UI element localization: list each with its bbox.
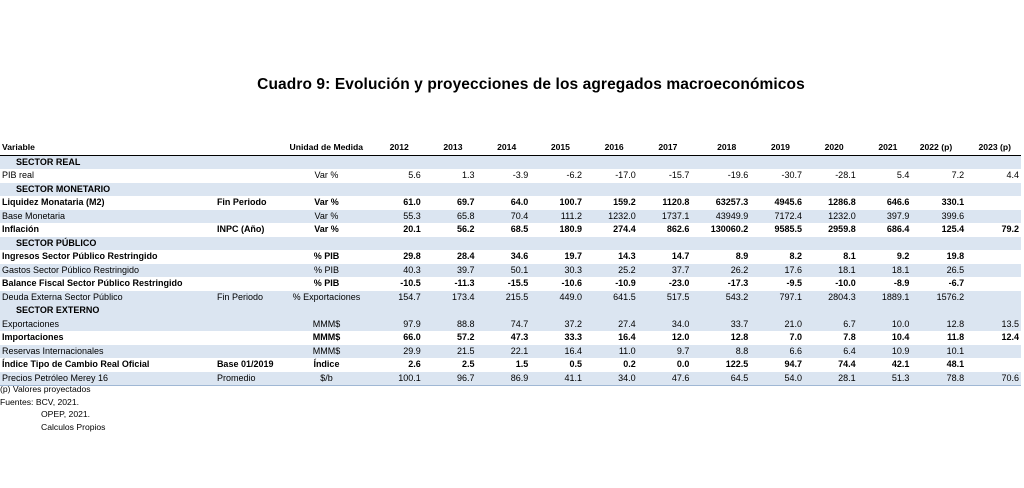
- value-cell: 30.3: [530, 264, 584, 278]
- header-year: 2020: [804, 141, 858, 155]
- section-title: SECTOR REAL: [0, 155, 1021, 169]
- value-cell: 797.1: [750, 291, 804, 305]
- value-cell: 65.8: [423, 210, 477, 224]
- row-period: [215, 169, 282, 183]
- value-cell: 5.6: [408, 170, 421, 180]
- value-cell: 78.8: [911, 372, 966, 386]
- value-cell: 16.4: [618, 332, 636, 342]
- row-measure: % PIB: [282, 264, 371, 278]
- value-cell: 6.7: [804, 318, 858, 332]
- row-measure: Índice: [313, 359, 340, 369]
- value-cell: 50.1: [477, 264, 531, 278]
- value-cell: 100.7: [559, 197, 582, 207]
- table-row: [0, 169, 1021, 183]
- value-cell: 215.5: [477, 291, 531, 305]
- value-cell: [966, 345, 1021, 359]
- value-cell: 64.0: [510, 197, 529, 207]
- value-cell: 29.9: [371, 345, 423, 359]
- row-measure: Var %: [314, 170, 339, 180]
- row-label: Importaciones: [2, 332, 64, 342]
- value-cell: 47.6: [638, 372, 692, 386]
- value-cell: 39.7: [423, 264, 477, 278]
- header-year: 2023 (p): [966, 141, 1021, 155]
- value-cell: 94.7: [784, 359, 802, 369]
- value-cell: 10.9: [858, 345, 912, 359]
- value-cell: 34.0: [638, 318, 692, 332]
- value-cell: -17.0: [615, 170, 636, 180]
- header-year: 2018: [691, 141, 750, 155]
- value-cell: 1232.0: [804, 210, 858, 224]
- value-cell: 7.2: [951, 170, 965, 180]
- value-cell: 399.6: [911, 210, 966, 224]
- source-item: OPEP, 2021.: [41, 409, 91, 419]
- row-period: [215, 250, 282, 264]
- header-year: 2016: [584, 141, 638, 155]
- value-cell: 20.1: [403, 224, 421, 234]
- value-cell: 0.0: [676, 359, 690, 369]
- value-cell: -23.0: [668, 278, 690, 288]
- section-row: [0, 183, 1021, 197]
- value-cell: 54.0: [750, 372, 804, 386]
- value-cell: -6.7: [948, 278, 965, 288]
- value-cell: [966, 264, 1021, 278]
- value-cell: 28.4: [456, 251, 475, 261]
- value-cell: 17.6: [750, 264, 804, 278]
- value-cell: 1120.8: [662, 197, 690, 207]
- row-period: [215, 331, 282, 345]
- value-cell: 2804.3: [804, 291, 858, 305]
- value-cell: 9.7: [638, 345, 692, 359]
- value-cell: 2.6: [408, 359, 421, 369]
- row-period: Base 01/2019: [216, 359, 274, 369]
- value-cell: 0.2: [623, 359, 636, 369]
- value-cell: -28.1: [835, 170, 856, 180]
- value-cell: 12.4: [1001, 332, 1019, 342]
- header-year: 2019: [750, 141, 804, 155]
- value-cell: 26.5: [911, 264, 966, 278]
- value-cell: 5.4: [896, 170, 910, 180]
- value-cell: 13.5: [966, 318, 1021, 332]
- value-cell: 12.0: [671, 332, 690, 342]
- value-cell: -11.3: [454, 278, 475, 288]
- value-cell: 397.9: [858, 210, 912, 224]
- value-cell: 48.1: [946, 359, 965, 369]
- value-cell: 641.5: [584, 291, 638, 305]
- row-measure: MMM$: [282, 345, 371, 359]
- value-cell: 14.3: [618, 251, 636, 261]
- row-measure: MMM$: [282, 318, 371, 332]
- row-label: Ingresos Sector Público Restringido: [2, 251, 158, 261]
- value-cell: 69.7: [456, 197, 475, 207]
- table-row: [0, 345, 1021, 359]
- row-measure: Var %: [282, 210, 371, 224]
- header-year: 2021: [858, 141, 912, 155]
- header-year: 2017: [638, 141, 692, 155]
- value-cell: 543.2: [691, 291, 750, 305]
- row-label: Liquidez Monataria (M2): [2, 197, 105, 207]
- row-label: PIB real: [2, 170, 35, 180]
- value-cell: 63257.3: [715, 197, 749, 207]
- row-measure: $/b: [282, 372, 371, 386]
- value-cell: 6.6: [750, 345, 804, 359]
- value-cell: 74.4: [838, 359, 856, 369]
- value-cell: -8.9: [893, 278, 910, 288]
- value-cell: [966, 196, 1021, 210]
- value-cell: 47.3: [510, 332, 529, 342]
- value-cell: 70.6: [966, 372, 1021, 386]
- row-measure: % PIB: [313, 278, 340, 288]
- value-cell: 42.1: [891, 359, 910, 369]
- value-cell: 7.8: [843, 332, 856, 342]
- value-cell: 130060.2: [710, 224, 749, 234]
- value-cell: 37.2: [530, 318, 584, 332]
- value-cell: 68.5: [510, 224, 529, 234]
- value-cell: 40.3: [371, 264, 423, 278]
- row-measure: MMM$: [312, 332, 341, 342]
- sources-line: [0, 396, 105, 409]
- row-label: Reservas Internacionales: [0, 345, 215, 359]
- table-row: [0, 223, 1021, 237]
- value-cell: 180.9: [559, 224, 582, 234]
- row-measure: Var %: [314, 197, 339, 207]
- table-header-row: [0, 141, 1021, 155]
- value-cell: 10.1: [911, 345, 966, 359]
- table-row: [0, 291, 1021, 305]
- value-cell: [966, 250, 1021, 264]
- value-cell: 1.3: [461, 170, 475, 180]
- section-title: SECTOR MONETARIO: [0, 183, 1021, 197]
- value-cell: 12.8: [911, 318, 966, 332]
- value-cell: [966, 210, 1021, 224]
- value-cell: 1.5: [515, 359, 529, 369]
- value-cell: 449.0: [530, 291, 584, 305]
- value-cell: 16.4: [530, 345, 584, 359]
- row-label: Balance Fiscal Sector Público Restringido: [2, 278, 183, 288]
- value-cell: [966, 358, 1021, 372]
- value-cell: 6.4: [804, 345, 858, 359]
- value-cell: 10.0: [858, 318, 912, 332]
- value-cell: -15.7: [668, 170, 690, 180]
- value-cell: -6.2: [566, 170, 582, 180]
- value-cell: 10.4: [891, 332, 910, 342]
- value-cell: 1286.8: [828, 197, 856, 207]
- value-cell: 28.1: [804, 372, 858, 386]
- row-period: [215, 345, 282, 359]
- value-cell: 97.9: [371, 318, 423, 332]
- value-cell: 25.2: [584, 264, 638, 278]
- value-cell: 70.4: [477, 210, 531, 224]
- section-title: SECTOR EXTERNO: [0, 304, 1021, 318]
- value-cell: -3.9: [512, 170, 529, 180]
- table-notes: [0, 383, 105, 433]
- value-cell: 61.0: [403, 197, 421, 207]
- header-unidad: Unidad de Medida: [282, 141, 371, 155]
- value-cell: 9.2: [896, 251, 910, 261]
- value-cell: 1576.2: [911, 291, 966, 305]
- row-label: Índice Tipo de Cambio Real Oficial: [2, 359, 150, 369]
- value-cell: 8.8: [691, 345, 750, 359]
- projected-note: (p) Valores proyectados: [0, 384, 91, 394]
- value-cell: -15.5: [507, 278, 529, 288]
- value-cell: 41.1: [530, 372, 584, 386]
- header-year: 2013: [423, 141, 477, 155]
- table-row: [0, 277, 1021, 291]
- row-period: Fin Periodo: [215, 291, 282, 305]
- value-cell: 646.6: [886, 197, 910, 207]
- value-cell: -10.0: [835, 278, 856, 288]
- row-label: Exportaciones: [0, 318, 215, 332]
- section-row: [0, 237, 1021, 251]
- value-cell: 19.7: [564, 251, 582, 261]
- value-cell: 2959.8: [828, 224, 856, 234]
- value-cell: 64.5: [691, 372, 750, 386]
- value-cell: 4945.6: [774, 197, 802, 207]
- value-cell: 125.4: [941, 224, 965, 234]
- value-cell: 862.6: [666, 224, 690, 234]
- value-cell: 18.1: [858, 264, 912, 278]
- value-cell: 19.8: [946, 251, 965, 261]
- value-cell: 517.5: [638, 291, 692, 305]
- row-period: [215, 318, 282, 332]
- value-cell: 7.0: [789, 332, 802, 342]
- value-cell: -30.7: [781, 170, 802, 180]
- value-cell: 111.2: [530, 210, 584, 224]
- value-cell: -10.6: [561, 278, 582, 288]
- value-cell: 686.4: [886, 224, 910, 234]
- row-period: Promedio: [215, 372, 282, 386]
- value-cell: [966, 277, 1021, 291]
- value-cell: 173.4: [423, 291, 477, 305]
- value-cell: -19.6: [727, 170, 749, 180]
- value-cell: 11.8: [947, 332, 965, 342]
- value-cell: 66.0: [403, 332, 421, 342]
- value-cell: 56.2: [456, 224, 475, 234]
- value-cell: 55.3: [371, 210, 423, 224]
- table-body: [0, 155, 1021, 386]
- value-cell: 8.1: [843, 251, 856, 261]
- value-cell: -10.5: [400, 278, 421, 288]
- value-cell: 57.2: [456, 332, 475, 342]
- value-cell: 159.2: [613, 197, 636, 207]
- value-cell: 7172.4: [750, 210, 804, 224]
- section-title: SECTOR PÚBLICO: [0, 237, 1021, 251]
- row-measure: % PIB: [313, 251, 340, 261]
- value-cell: 274.4: [613, 224, 636, 234]
- row-label: Gastos Sector Público Restringido: [0, 264, 215, 278]
- value-cell: 330.1: [941, 197, 965, 207]
- row-period: [215, 277, 282, 291]
- value-cell: 0.5: [569, 359, 582, 369]
- source-item: BCV, 2021.: [35, 396, 80, 407]
- macroeconomic-table: [0, 141, 1021, 386]
- row-period: [215, 210, 282, 224]
- value-cell: 29.8: [403, 251, 421, 261]
- value-cell: 33.7: [691, 318, 750, 332]
- row-measure: % Exportaciones: [282, 291, 371, 305]
- value-cell: 33.3: [564, 332, 582, 342]
- value-cell: 86.9: [477, 372, 531, 386]
- table-row: [0, 331, 1021, 345]
- row-label: Inflación: [2, 224, 40, 234]
- row-period: INPC (Año): [216, 224, 265, 234]
- value-cell: -10.9: [615, 278, 636, 288]
- table-row: [0, 250, 1021, 264]
- value-cell: 2.5: [461, 359, 475, 369]
- value-cell: 1889.1: [858, 291, 912, 305]
- sources-label: Fuentes:: [0, 396, 34, 407]
- value-cell: [966, 291, 1021, 305]
- value-cell: 74.7: [477, 318, 531, 332]
- table-row: [0, 318, 1021, 332]
- value-cell: 34.6: [510, 251, 529, 261]
- source-item: Calculos Propios: [41, 421, 106, 432]
- section-row: [0, 155, 1021, 169]
- header-year: 2022 (p): [911, 141, 966, 155]
- table-title: Cuadro 9: Evolución y proyecciones de los agregados macroeconómicos: [257, 76, 805, 93]
- table-row: [0, 210, 1021, 224]
- value-cell: 18.1: [804, 264, 858, 278]
- header-year: 2015: [530, 141, 584, 155]
- value-cell: 122.5: [725, 359, 749, 369]
- value-cell: 1737.1: [638, 210, 692, 224]
- row-period: [215, 264, 282, 278]
- row-measure: Var %: [314, 224, 339, 234]
- value-cell: 88.8: [423, 318, 477, 332]
- value-cell: 11.0: [584, 345, 638, 359]
- table-row: [0, 372, 1021, 386]
- value-cell: 21.5: [423, 345, 477, 359]
- value-cell: 79.2: [1001, 224, 1019, 234]
- value-cell: 51.3: [858, 372, 912, 386]
- value-cell: 96.7: [423, 372, 477, 386]
- value-cell: 100.1: [371, 372, 423, 386]
- section-row: [0, 304, 1021, 318]
- value-cell: 43949.9: [691, 210, 750, 224]
- header-year: 2014: [477, 141, 531, 155]
- row-period: Fin Periodo: [216, 197, 267, 207]
- table-row: [0, 264, 1021, 278]
- value-cell: -9.5: [786, 278, 802, 288]
- value-cell: 4.4: [1006, 170, 1019, 180]
- value-cell: 21.0: [750, 318, 804, 332]
- header-variable: Variable: [0, 141, 215, 155]
- value-cell: 154.7: [371, 291, 423, 305]
- value-cell: -17.3: [727, 278, 749, 288]
- value-cell: 9585.5: [774, 224, 802, 234]
- row-label: Precios Petróleo Merey 16: [0, 372, 215, 386]
- value-cell: 27.4: [584, 318, 638, 332]
- value-cell: 37.7: [638, 264, 692, 278]
- value-cell: 1232.0: [584, 210, 638, 224]
- row-label: Deuda Externa Sector Público: [0, 291, 215, 305]
- value-cell: 22.1: [477, 345, 531, 359]
- value-cell: 8.2: [789, 251, 802, 261]
- value-cell: 14.7: [671, 251, 690, 261]
- value-cell: 34.0: [584, 372, 638, 386]
- table-row: [0, 196, 1021, 210]
- table-row: [0, 358, 1021, 372]
- value-cell: 26.2: [691, 264, 750, 278]
- value-cell: 12.8: [730, 332, 749, 342]
- header-year: 2012: [371, 141, 423, 155]
- value-cell: 8.9: [735, 251, 749, 261]
- row-label: Base Monetaria: [0, 210, 215, 224]
